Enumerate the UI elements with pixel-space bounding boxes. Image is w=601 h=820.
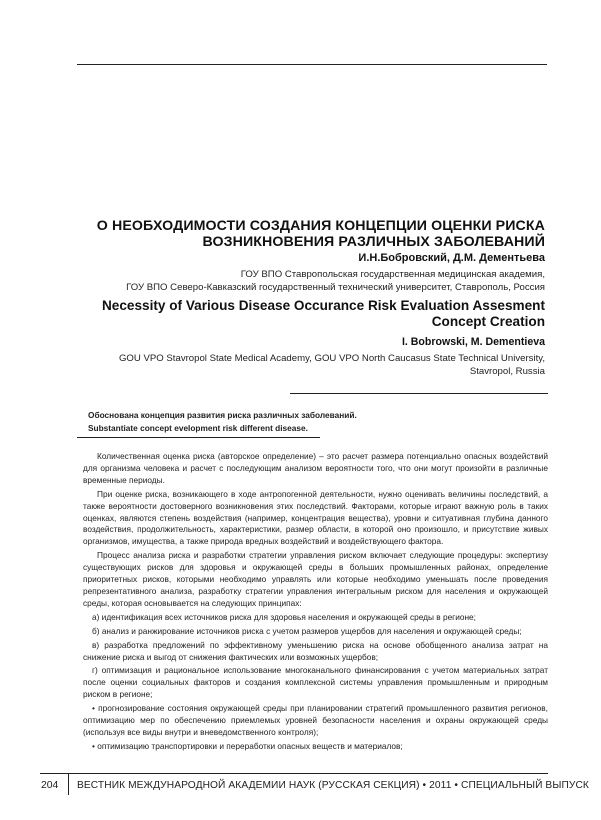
article-title-en [60,298,545,330]
affiliation-ru-line-2: ГОУ ВПО Северо-Кавказский государственный технический университет, Ставрополь, Россия [126,282,545,293]
abstract-en: Substantiate concept evelopment risk different disease. [88,423,308,433]
paragraph-3: Процесс анализа риска и разработки стратегии управления риском включает следующие процедуры: экспертизу существующих рисков для здоровья и окружающей среды в больших промышленных районах, определение приоритетных рисков, которыми необходимо управлять или которые необходимо уменьшать после проведения репрезентативного анализа, разработку стратегии управления интегральным риском для населения и окружающей среды, которая основывается на следующих принципах: [83,550,548,608]
affiliation-en-line-2: Stavropol, Russia [469,366,545,377]
abstract-ru: Обоснована концепция развития риска различных заболеваний. [88,410,357,420]
list-item-a: а) идентификация всех источников риска для здоровья населения и окружающей среды в регионе; [92,611,476,622]
paragraph-2: При оценке риска, возникающего в ходе антропогенной деятельности, нужно оценивать величины последствий, а также вероятности достоверного возникновения этих последствий. Факторами, которые играют важную роль в таких оценках, являются степень воздействия (например, концентрация вещества), уровни и ситуативная глубина данного воздействия, продолжительность, характеристики, размер области, в которой оно произошло, и присутствие живых организмов, имущества, а также природа вредных воздействий и воздействующего фактора. [83,488,548,547]
separator-rule [290,393,548,394]
journal-footer: ВЕСТНИК МЕЖДУНАРОДНОЙ АКАДЕМИИ НАУК (РУССКАЯ СЕКЦИЯ) • 2011 • СПЕЦИАЛЬНЫЙ ВЫПУСК [77,780,589,791]
bullet-item-1: • прогнозирование состояния окружающей среды при планировании стратегий промышленного развития регионов, оптимизацию мер по обеспечению приемлемых уровней безопасности населения и охраны окружающей среды (используя все виды внутри и вневедомственного контроля); [83,703,548,737]
article-title-ru [60,218,545,250]
authors-en: I. Bobrowski, M. Dementieva [401,336,545,348]
title-ru-line-1: О НЕОБХОДИМОСТИ СОЗДАНИЯ КОНЦЕПЦИИ ОЦЕНКИ РИСКА [96,218,545,234]
article-body [83,451,548,755]
affiliation-en [60,352,545,378]
affiliation-ru-line-1: ГОУ ВПО Ставропольская государственная медицинская академия, [240,269,545,280]
abstract [88,409,548,435]
affiliation-en-line-1: GOU VPO Stavropol State Medical Academy, GOU VPO North Caucasus State Technical University, [118,353,545,364]
abstract-rule [77,437,320,438]
title-en-line-2: Concept Creation [431,314,545,329]
title-en-line-1: Necessity of Various Disease Occurance Risk Evaluation Assesment [101,298,545,313]
footer-divider [68,773,69,795]
bullet-item-2: • оптимизацию транспортировки и переработки опасных веществ и материалов; [92,740,403,751]
list-item-d: г) оптимизация и рациональное использование многоканального финансирования с учетом материальных затрат после оценки социальных факторов и создания комплексной системы управления промышленным и природным риском в регионе; [83,665,548,700]
paragraph-1: Количественная оценка риска (авторское определение) – это расчет размера потенциально опасных воздействий для организма человека и расчет с последующим анализом вероятности того, что они могут произойти в различные временные периоды. [83,451,548,485]
list-item-b: б) анализ и ранжирование источников риска с учетом размеров ущербов для населения и окружающей среды; [92,625,522,636]
page-number: 204 [41,780,59,791]
authors-ru: И.Н.Бобровский, Д.М. Дементьева [358,252,545,264]
top-rule [77,64,547,65]
list-item-c: в) разработка предложений по эффективному уменьшению риска на основе обобщенного анализа затрат на снижение риска и выгод от снижения фактических или возможных ущербов; [83,639,548,662]
affiliation-ru [60,268,545,294]
title-ru-line-2: ВОЗНИКНОВЕНИЯ РАЗЛИЧНЫХ ЗАБОЛЕВАНИЙ [202,234,545,250]
footer-rule [40,773,548,774]
